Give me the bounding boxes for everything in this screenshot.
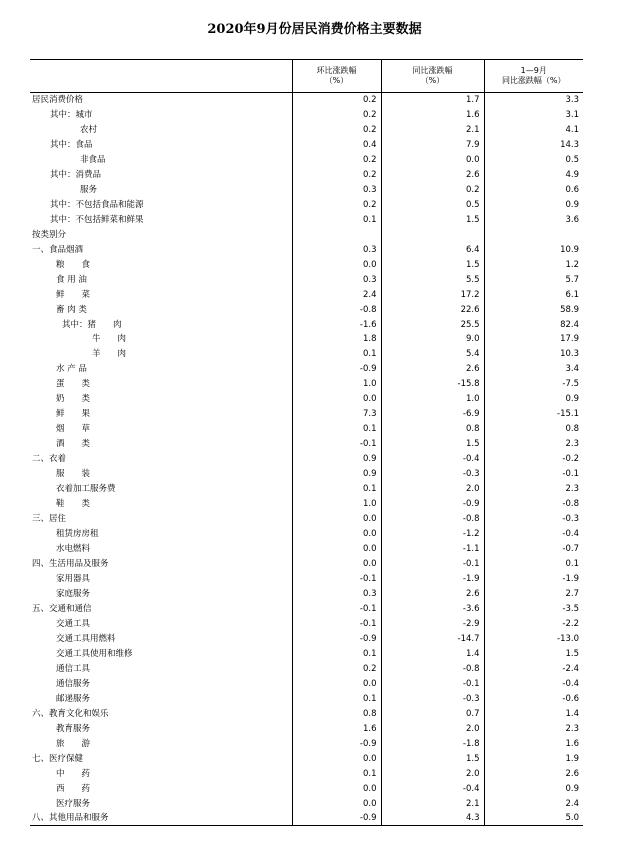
row-yoy-value: 5.4: [381, 347, 484, 362]
row-label: 交通工具用燃料: [56, 633, 116, 644]
row-yoy-value: -15.8: [381, 377, 484, 392]
row-label: 食 用 油: [56, 274, 87, 285]
row-label: 教育服务: [56, 723, 91, 734]
row-mom-value: 0.8: [292, 706, 381, 721]
row-mom-value: 0.3: [292, 242, 381, 257]
row-mom-value: 0.1: [292, 347, 381, 362]
table-row: [30, 527, 583, 542]
row-mom-value: -0.9: [292, 631, 381, 646]
row-ytd-value: -0.4: [484, 527, 583, 542]
header-mom-line1: 环比涨跌幅: [316, 66, 357, 75]
row-yoy-value: 7.9: [381, 137, 484, 152]
row-ytd-value: -15.1: [484, 407, 583, 422]
row-label: 一、食品烟酒: [32, 244, 84, 255]
row-yoy-value: -0.8: [381, 661, 484, 676]
row-mom-value: 0.2: [292, 167, 381, 182]
row-mom-value: 0.2: [292, 107, 381, 122]
row-yoy-value: -1.2: [381, 527, 484, 542]
row-yoy-value: 2.6: [381, 362, 484, 377]
table-row: [30, 392, 583, 407]
row-yoy-value: 2.1: [381, 122, 484, 137]
row-ytd-value: -0.1: [484, 467, 583, 482]
row-yoy-value: 0.2: [381, 182, 484, 197]
row-mom-value: 0.1: [292, 422, 381, 437]
row-mom-value: 0.0: [292, 392, 381, 407]
row-mom-value: 0.2: [292, 122, 381, 137]
row-yoy-value: 1.5: [381, 257, 484, 272]
row-label: 衣着加工服务费: [56, 484, 116, 495]
row-yoy-value: 2.6: [381, 586, 484, 601]
table-row: [30, 137, 583, 152]
table-row: [30, 706, 583, 721]
row-mom-value: 0.0: [292, 796, 381, 811]
row-ytd-value: 1.6: [484, 736, 583, 751]
row-label: 家用器具: [56, 573, 91, 584]
row-label: 交通工具: [56, 618, 91, 629]
row-yoy-value: 0.0: [381, 152, 484, 167]
row-mom-value: [292, 227, 381, 242]
row-ytd-value: 1.4: [484, 706, 583, 721]
row-yoy-value: -0.8: [381, 512, 484, 527]
row-yoy-value: 1.5: [381, 437, 484, 452]
row-ytd-value: 1.5: [484, 646, 583, 661]
table-row: [30, 347, 583, 362]
row-ytd-value: -13.0: [484, 631, 583, 646]
table-row: [30, 676, 583, 691]
row-mom-value: 0.4: [292, 137, 381, 152]
row-label: 其中：不包括鲜菜和鲜果: [50, 214, 144, 225]
table-row: [30, 721, 583, 736]
header-blank: [30, 60, 292, 93]
table-row: [30, 257, 583, 272]
row-label: 鞋 类: [56, 499, 91, 510]
table-row: [30, 766, 583, 781]
row-yoy-value: -14.7: [381, 631, 484, 646]
table-row: [30, 332, 583, 347]
table-row: [30, 407, 583, 422]
row-label: 租赁房房租: [56, 529, 99, 540]
table-row: [30, 751, 583, 766]
row-ytd-value: -0.6: [484, 691, 583, 706]
row-yoy-value: -0.9: [381, 497, 484, 512]
row-label: 居民消费价格: [32, 95, 84, 106]
row-yoy-value: -2.9: [381, 616, 484, 631]
row-mom-value: -0.9: [292, 362, 381, 377]
table-row: [30, 542, 583, 557]
table-row: [30, 167, 583, 182]
row-mom-value: 7.3: [292, 407, 381, 422]
table-row: [30, 572, 583, 587]
row-mom-value: 0.0: [292, 751, 381, 766]
row-label: 羊 肉: [92, 349, 127, 360]
table-row: [30, 437, 583, 452]
row-ytd-value: 6.1: [484, 287, 583, 302]
header-ytd: [484, 60, 583, 93]
row-label: 牛 肉: [92, 334, 127, 345]
row-mom-value: 0.0: [292, 676, 381, 691]
row-yoy-value: 17.2: [381, 287, 484, 302]
row-mom-value: 1.8: [292, 332, 381, 347]
header-ytd-line1: 1—9月: [520, 66, 547, 75]
row-ytd-value: -0.2: [484, 452, 583, 467]
row-label: 鲜 菜: [56, 289, 91, 300]
row-ytd-value: -0.8: [484, 497, 583, 512]
row-mom-value: 1.0: [292, 497, 381, 512]
table-row: [30, 691, 583, 706]
row-yoy-value: 2.0: [381, 766, 484, 781]
row-label: 鲜 果: [56, 409, 91, 420]
table-row: [30, 557, 583, 572]
row-label: 农村: [80, 124, 98, 135]
row-label: 六、教育文化和娱乐: [32, 708, 109, 719]
row-label: 蛋 类: [56, 379, 91, 390]
row-ytd-value: 10.9: [484, 242, 583, 257]
row-yoy-value: 0.7: [381, 706, 484, 721]
table-row: [30, 736, 583, 751]
row-mom-value: 0.2: [292, 152, 381, 167]
table-row: [30, 811, 583, 826]
row-yoy-value: 25.5: [381, 317, 484, 332]
row-label: 七、医疗保健: [32, 753, 84, 764]
table-row: [30, 512, 583, 527]
row-yoy-value: -0.4: [381, 452, 484, 467]
row-mom-value: 0.9: [292, 452, 381, 467]
row-ytd-value: -0.7: [484, 542, 583, 557]
row-yoy-value: 5.5: [381, 272, 484, 287]
row-mom-value: 0.0: [292, 557, 381, 572]
row-label: 三、居住: [32, 514, 67, 525]
row-ytd-value: 2.3: [484, 437, 583, 452]
row-label: 按类别分: [32, 229, 67, 240]
row-mom-value: -0.1: [292, 572, 381, 587]
row-mom-value: -0.8: [292, 302, 381, 317]
row-ytd-value: -2.2: [484, 616, 583, 631]
row-ytd-value: -2.4: [484, 661, 583, 676]
row-ytd-value: 0.8: [484, 422, 583, 437]
row-label: 医疗服务: [56, 798, 91, 809]
row-ytd-value: [484, 227, 583, 242]
row-yoy-value: 2.0: [381, 721, 484, 736]
row-ytd-value: 3.6: [484, 212, 583, 227]
row-ytd-value: 0.6: [484, 182, 583, 197]
table-body: [30, 93, 583, 826]
row-ytd-value: 0.1: [484, 557, 583, 572]
table-row: [30, 586, 583, 601]
row-ytd-value: 3.1: [484, 107, 583, 122]
row-ytd-value: 5.7: [484, 272, 583, 287]
table-row: [30, 182, 583, 197]
row-mom-value: 0.2: [292, 661, 381, 676]
row-yoy-value: 0.8: [381, 422, 484, 437]
row-yoy-value: -0.3: [381, 467, 484, 482]
row-yoy-value: 9.0: [381, 332, 484, 347]
row-label: 交通工具使用和维修: [56, 648, 133, 659]
row-yoy-value: 22.6: [381, 302, 484, 317]
row-ytd-value: 14.3: [484, 137, 583, 152]
row-yoy-value: -0.4: [381, 781, 484, 796]
row-ytd-value: 1.2: [484, 257, 583, 272]
row-label: 其中：城市: [50, 109, 93, 120]
row-ytd-value: 5.0: [484, 811, 583, 826]
page-title: 2020年9月份居民消费价格主要数据: [207, 22, 422, 37]
row-mom-value: -0.1: [292, 437, 381, 452]
row-ytd-value: 4.9: [484, 167, 583, 182]
table-row: [30, 422, 583, 437]
row-yoy-value: 1.5: [381, 212, 484, 227]
table-row: [30, 272, 583, 287]
row-ytd-value: 2.7: [484, 586, 583, 601]
row-label: 五、交通和通信: [32, 603, 92, 614]
row-label: 旅 游: [56, 738, 91, 749]
table-row: [30, 317, 583, 332]
row-ytd-value: -7.5: [484, 377, 583, 392]
row-mom-value: 1.0: [292, 377, 381, 392]
table-row: [30, 646, 583, 661]
row-yoy-value: 2.1: [381, 796, 484, 811]
row-yoy-value: 2.6: [381, 167, 484, 182]
table-row: [30, 212, 583, 227]
row-label: 服 装: [56, 469, 91, 480]
row-mom-value: 0.2: [292, 93, 381, 108]
header-yoy-line2: （%）: [420, 76, 445, 85]
row-mom-value: 0.1: [292, 646, 381, 661]
row-yoy-value: 1.5: [381, 751, 484, 766]
row-label: 奶 类: [56, 394, 91, 405]
row-ytd-value: 58.9: [484, 302, 583, 317]
row-yoy-value: -1.8: [381, 736, 484, 751]
header-mom: [292, 60, 381, 93]
row-ytd-value: 0.5: [484, 152, 583, 167]
row-yoy-value: 0.5: [381, 197, 484, 212]
row-mom-value: -0.1: [292, 616, 381, 631]
table-row: [30, 152, 583, 167]
row-mom-value: -0.1: [292, 601, 381, 616]
table-row: [30, 601, 583, 616]
row-mom-value: 0.0: [292, 512, 381, 527]
row-yoy-value: 6.4: [381, 242, 484, 257]
table-row: [30, 452, 583, 467]
row-label: 家庭服务: [56, 588, 91, 599]
row-label: 西 药: [56, 783, 91, 794]
table-row: [30, 497, 583, 512]
row-ytd-value: 2.3: [484, 721, 583, 736]
row-mom-value: 0.0: [292, 527, 381, 542]
row-label: 通信服务: [56, 678, 91, 689]
row-mom-value: 0.3: [292, 182, 381, 197]
row-label: 八、其他用品和服务: [30, 811, 292, 826]
row-yoy-value: -6.9: [381, 407, 484, 422]
row-yoy-value: 2.0: [381, 482, 484, 497]
row-ytd-value: 3.4: [484, 362, 583, 377]
row-yoy-value: 4.3: [381, 811, 484, 826]
row-yoy-value: 1.4: [381, 646, 484, 661]
row-label: 其中：不包括食品和能源: [50, 199, 144, 210]
table-row: [30, 362, 583, 377]
row-label: 其中：猪 肉: [62, 319, 122, 330]
table-header-row: [30, 60, 583, 93]
row-ytd-value: 4.1: [484, 122, 583, 137]
table-row: [30, 107, 583, 122]
row-mom-value: 0.1: [292, 212, 381, 227]
table-row: [30, 377, 583, 392]
row-ytd-value: 17.9: [484, 332, 583, 347]
row-ytd-value: 10.3: [484, 347, 583, 362]
table-row: [30, 482, 583, 497]
row-yoy-value: -1.1: [381, 542, 484, 557]
header-ytd-line2: 同比涨跌幅（%）: [501, 76, 566, 85]
row-ytd-value: 1.9: [484, 751, 583, 766]
row-ytd-value: 0.9: [484, 781, 583, 796]
row-yoy-value: -0.1: [381, 676, 484, 691]
row-mom-value: 0.0: [292, 781, 381, 796]
row-ytd-value: 2.4: [484, 796, 583, 811]
row-ytd-value: -3.5: [484, 601, 583, 616]
row-mom-value: 0.1: [292, 766, 381, 781]
table-row: [30, 302, 583, 317]
row-ytd-value: -0.4: [484, 676, 583, 691]
row-mom-value: 0.3: [292, 272, 381, 287]
row-ytd-value: 2.3: [484, 482, 583, 497]
header-mom-line2: （%）: [324, 76, 349, 85]
row-mom-value: 1.6: [292, 721, 381, 736]
table-row: [30, 631, 583, 646]
row-label: 服务: [80, 184, 98, 195]
row-mom-value: -0.9: [292, 736, 381, 751]
table-row: [30, 796, 583, 811]
row-yoy-value: [381, 227, 484, 242]
table-row: [30, 467, 583, 482]
row-mom-value: 0.0: [292, 257, 381, 272]
row-yoy-value: 1.0: [381, 392, 484, 407]
row-yoy-value: -1.9: [381, 572, 484, 587]
table-row: [30, 227, 583, 242]
row-label: 邮递服务: [56, 693, 91, 704]
table-row: [30, 122, 583, 137]
row-ytd-value: 0.9: [484, 392, 583, 407]
row-ytd-value: 3.3: [484, 93, 583, 108]
header-yoy: [381, 60, 484, 93]
row-label: 二、衣着: [32, 454, 67, 465]
table-row: [30, 93, 583, 108]
row-mom-value: 0.1: [292, 482, 381, 497]
row-mom-value: 2.4: [292, 287, 381, 302]
row-label: 中 药: [56, 768, 91, 779]
cpi-table: [30, 59, 583, 826]
row-ytd-value: 2.6: [484, 766, 583, 781]
row-yoy-value: -3.6: [381, 601, 484, 616]
row-label: 粮 食: [56, 259, 91, 270]
row-label: 其中：消费品: [50, 169, 102, 180]
row-mom-value: 0.9: [292, 467, 381, 482]
row-label: 烟 草: [56, 424, 91, 435]
row-label: 通信工具: [56, 663, 91, 674]
row-mom-value: 0.2: [292, 197, 381, 212]
row-label: 酒 类: [56, 439, 91, 450]
table-row: [30, 616, 583, 631]
row-label: 四、生活用品及服务: [32, 559, 109, 570]
row-yoy-value: 1.7: [381, 93, 484, 108]
row-label: 非食品: [80, 154, 106, 165]
row-yoy-value: 1.6: [381, 107, 484, 122]
row-mom-value: 0.1: [292, 691, 381, 706]
row-mom-value: 0.0: [292, 542, 381, 557]
table-row: [30, 242, 583, 257]
row-yoy-value: -0.3: [381, 691, 484, 706]
row-label: 畜 肉 类: [56, 304, 87, 315]
row-ytd-value: -0.3: [484, 512, 583, 527]
row-label: 水电燃料: [56, 544, 91, 555]
table-row: [30, 197, 583, 212]
row-label: 其中：食品: [50, 139, 93, 150]
header-yoy-line1: 同比涨跌幅: [412, 66, 453, 75]
table-row: [30, 287, 583, 302]
row-yoy-value: -0.1: [381, 557, 484, 572]
row-label: 水 产 品: [56, 364, 87, 375]
row-mom-value: 0.3: [292, 586, 381, 601]
row-mom-value: -0.9: [292, 811, 381, 826]
row-ytd-value: 0.9: [484, 197, 583, 212]
row-mom-value: -1.6: [292, 317, 381, 332]
table-row: [30, 781, 583, 796]
row-ytd-value: -1.9: [484, 572, 583, 587]
table-row: [30, 661, 583, 676]
row-ytd-value: 82.4: [484, 317, 583, 332]
